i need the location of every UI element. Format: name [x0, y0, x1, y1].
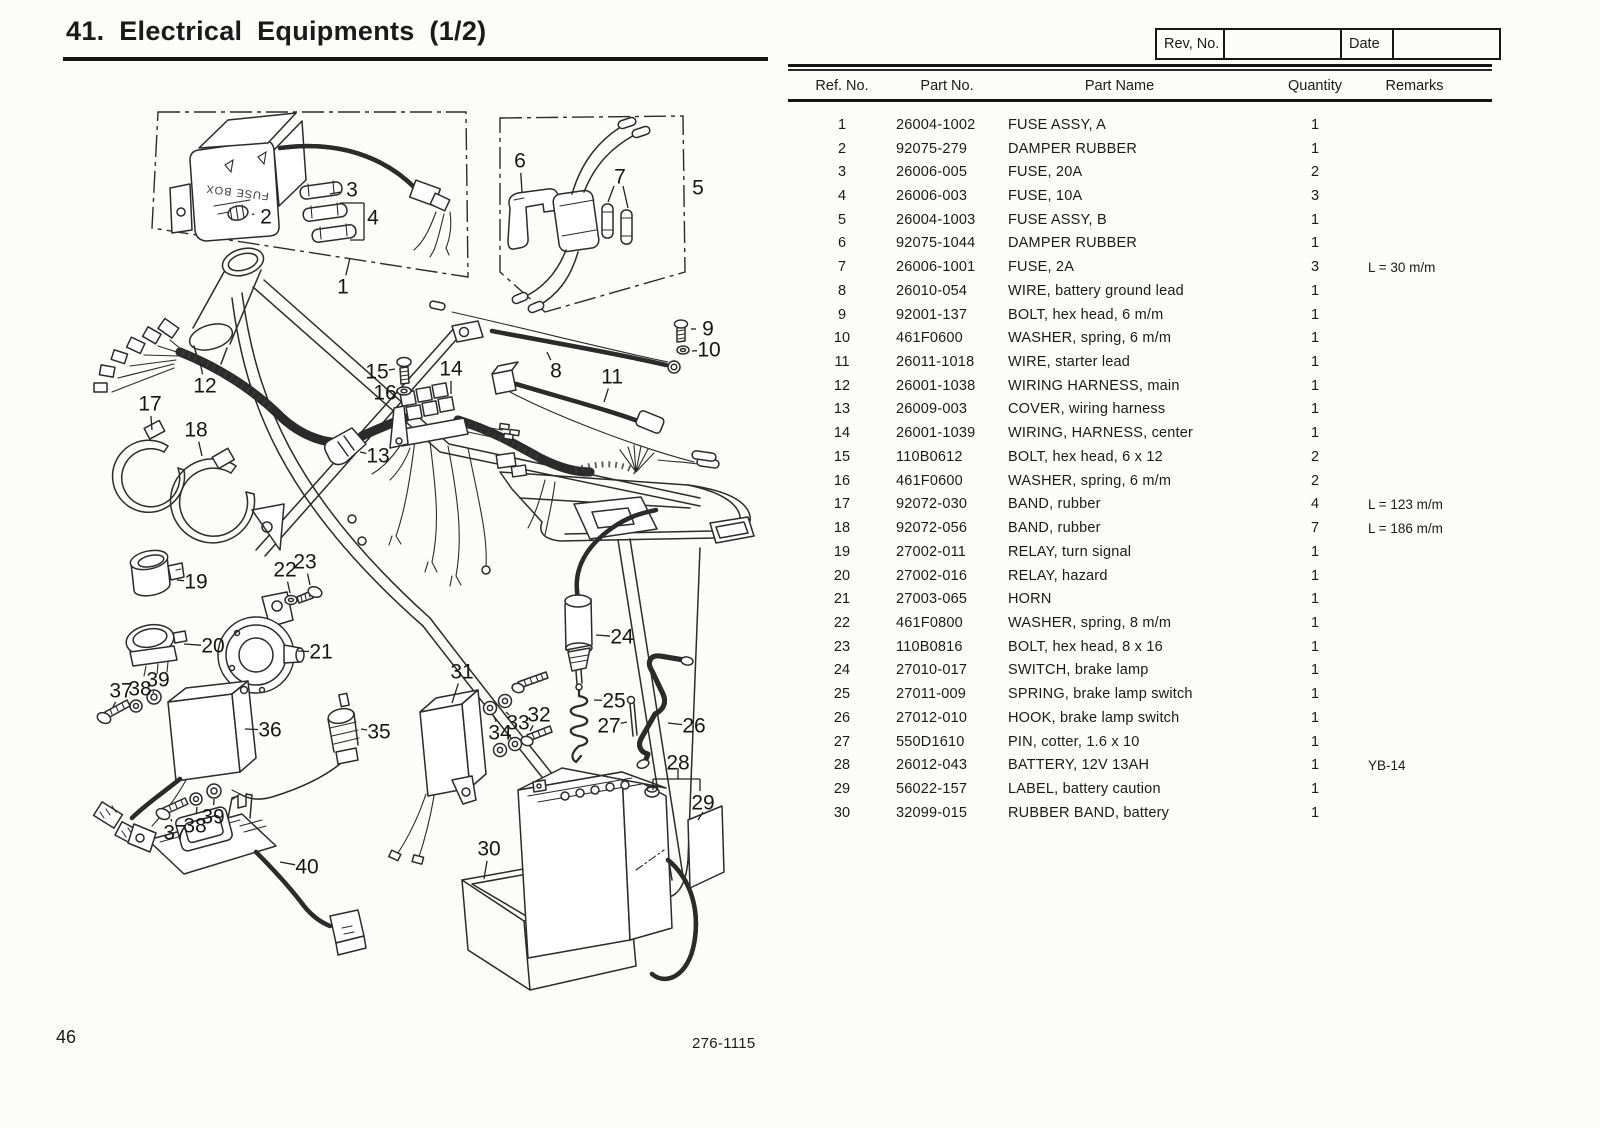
cell-pname: WASHER, spring, 6 m/m: [1008, 330, 1172, 347]
callout-leader-38: [196, 807, 197, 814]
cell-pno: 26009-003: [896, 401, 968, 418]
callout-12: 12: [193, 374, 217, 398]
cell-ref: 24: [833, 662, 851, 679]
cell-pname: RELAY, turn signal: [1008, 543, 1132, 560]
cell-ref: 27: [833, 733, 851, 750]
table-row: [790, 777, 1492, 801]
cell-qty: 1: [1310, 709, 1320, 726]
relay-drawing: [124, 547, 187, 676]
battery-drawing: [462, 768, 724, 990]
cell-pname: BOLT, hex head, 6 m/m: [1008, 306, 1164, 323]
cell-pname: PIN, cotter, 1.6 x 10: [1008, 733, 1140, 750]
cell-ref: 20: [833, 567, 851, 584]
cell-qty: 4: [1310, 496, 1320, 513]
callout-29: 29: [691, 791, 715, 815]
cell-ref: 22: [833, 614, 851, 631]
coil-bracket-drawing: [128, 784, 366, 955]
cell-ref: 1: [837, 116, 847, 133]
table-row: [790, 753, 1492, 777]
callout-7: 7: [614, 165, 626, 189]
cell-ref: 21: [833, 591, 851, 608]
cell-pname: FUSE, 10A: [1008, 188, 1083, 205]
callout-37: 37: [163, 821, 187, 845]
header-ref-no: Ref. No.: [815, 78, 869, 94]
cell-pname: DAMPER RUBBER: [1008, 235, 1138, 252]
cell-ref: 18: [833, 520, 851, 537]
cell-pname: BAND, rubber: [1008, 496, 1101, 513]
cell-ref: 26: [833, 709, 851, 726]
callout-17: 17: [138, 392, 162, 416]
callout-13: 13: [366, 444, 390, 468]
revision-box: [1155, 28, 1501, 60]
cell-ref: 29: [833, 780, 851, 797]
cell-qty: 7: [1310, 520, 1320, 537]
table-row: [790, 659, 1492, 683]
document-number: 276-1115: [692, 1035, 756, 1052]
callout-14: 14: [439, 357, 463, 381]
table-row: [790, 303, 1492, 327]
cell-pname: WASHER, spring, 8 m/m: [1008, 614, 1172, 631]
cell-pno: 27003-065: [896, 591, 968, 608]
cell-qty: 1: [1310, 116, 1320, 133]
callout-4: 4: [367, 206, 379, 230]
callout-10: 10: [697, 338, 721, 362]
cell-pno: 550D1610: [896, 733, 965, 750]
cell-pno: 26006-1001: [896, 259, 976, 276]
cell-qty: 1: [1310, 591, 1320, 608]
callout-37: 37: [109, 679, 133, 703]
cell-pno: 26001-1039: [896, 425, 976, 442]
fuse-assy-b-panel: [500, 116, 685, 314]
callout-33: 33: [506, 711, 530, 735]
cell-ref: 30: [833, 804, 851, 821]
callout-leader-35: [361, 729, 367, 730]
cell-pname: WIRE, starter lead: [1008, 354, 1131, 371]
callout-38: 38: [183, 814, 207, 838]
cell-ref: 17: [833, 496, 851, 513]
page-title: 41. Electrical Equipments (1/2): [66, 16, 487, 46]
rev-no-label: Rev, No.: [1157, 30, 1225, 58]
cell-qty: 1: [1310, 662, 1320, 679]
cell-qty: 1: [1310, 401, 1320, 418]
cell-qty: 1: [1310, 306, 1320, 323]
cell-ref: 2: [837, 140, 847, 157]
table-header-row: [790, 74, 1492, 98]
cell-qty: 1: [1310, 543, 1320, 560]
cell-pno: 27012-010: [896, 709, 968, 726]
table-row: [790, 326, 1492, 350]
fuse-box-text: FUSE BOX: [204, 182, 270, 202]
cell-ref: 7: [837, 259, 847, 276]
cell-ref: 6: [837, 235, 847, 252]
cell-pname: FUSE ASSY, A: [1008, 116, 1107, 133]
callout-9: 9: [702, 317, 714, 341]
callout-27: 27: [597, 714, 621, 738]
callout-22: 22: [273, 558, 297, 582]
cell-pname: FUSE, 2A: [1008, 259, 1075, 276]
cell-pno: 461F0600: [896, 330, 963, 347]
cell-qty: 1: [1310, 425, 1320, 442]
cell-pno: 461F0600: [896, 472, 963, 489]
callout-leader-1: [346, 258, 350, 275]
callout-leader-20: [184, 644, 201, 645]
cell-qty: 1: [1310, 638, 1320, 655]
table-row: [790, 255, 1492, 279]
cell-pname: BATTERY, 12V 13AH: [1008, 757, 1150, 774]
cell-pname: BOLT, hex head, 6 x 12: [1008, 448, 1163, 465]
callout-19: 19: [184, 570, 208, 594]
cell-ref: 16: [833, 472, 851, 489]
callout-39: 39: [146, 668, 170, 692]
table-row: [790, 374, 1492, 398]
table-row: [790, 730, 1492, 754]
callout-leader-15: [389, 369, 395, 370]
callout-8: 8: [550, 359, 562, 383]
cell-pname: RUBBER BAND, battery: [1008, 804, 1170, 821]
cell-pno: 26006-003: [896, 188, 968, 205]
cell-qty: 1: [1310, 567, 1320, 584]
table-top-rule-thin: [788, 69, 1492, 71]
callout-39: 39: [201, 805, 225, 829]
cell-pno: 92075-1044: [896, 235, 976, 252]
table-row: [790, 445, 1492, 469]
cell-qty: 1: [1310, 377, 1320, 394]
table-top-rule: [788, 64, 1492, 67]
cell-pname: SWITCH, brake lamp: [1008, 662, 1149, 679]
page-number: 46: [56, 1027, 77, 1047]
cell-ref: 15: [833, 448, 851, 465]
wiring-harness-drawing: [94, 318, 719, 586]
header-remarks: Remarks: [1385, 78, 1444, 94]
callout-34: 34: [488, 721, 512, 745]
table-row: [790, 184, 1492, 208]
cell-ref: 23: [833, 638, 851, 655]
header-part-no: Part No.: [920, 78, 974, 94]
callout-38: 38: [128, 677, 152, 701]
callout-20: 20: [201, 634, 225, 658]
table-row: [790, 564, 1492, 588]
cell-pno: 27011-009: [896, 686, 967, 703]
cell-ref: 14: [833, 425, 851, 442]
table-row: [790, 516, 1492, 540]
callout-25: 25: [602, 689, 626, 713]
cell-qty: 1: [1310, 354, 1320, 371]
callout-leader-22: [288, 582, 290, 593]
callout-2: 2: [260, 205, 272, 229]
header-part-name: Part Name: [1084, 78, 1155, 94]
callout-26: 26: [682, 714, 706, 738]
callout-32: 32: [527, 703, 551, 727]
cell-pno: 110B0612: [896, 448, 963, 465]
callout-leader-23: [308, 574, 310, 585]
cell-rem: L = 123 m/m: [1368, 496, 1443, 512]
cell-ref: 5: [837, 211, 847, 228]
table-row: [790, 469, 1492, 493]
callout-5: 5: [692, 176, 704, 200]
cell-rem: L = 30 m/m: [1368, 259, 1436, 275]
cell-rem: YB-14: [1368, 757, 1406, 773]
cell-qty: 1: [1310, 282, 1320, 299]
cell-qty: 1: [1310, 804, 1320, 821]
cell-pname: FUSE ASSY, B: [1008, 211, 1107, 228]
cell-pname: WIRE, battery ground lead: [1008, 282, 1184, 299]
cell-pno: 26012-043: [896, 757, 968, 774]
callout-35: 35: [367, 720, 391, 744]
cell-ref: 3: [837, 164, 847, 181]
cell-pno: 26011-1018: [896, 354, 975, 371]
cell-qty: 1: [1310, 757, 1320, 774]
cell-pname: WIRING HARNESS, main: [1008, 377, 1180, 394]
cell-ref: 12: [833, 377, 851, 394]
cell-qty: 3: [1310, 259, 1320, 276]
callout-leader-6: [521, 173, 522, 192]
callout-11: 11: [601, 365, 623, 389]
table-row: [790, 801, 1492, 825]
cell-ref: 28: [833, 757, 851, 774]
callout-24: 24: [610, 625, 634, 649]
cell-ref: 19: [833, 543, 851, 560]
table-row: [790, 682, 1492, 706]
table-row: [790, 706, 1492, 730]
table-row: [790, 540, 1492, 564]
cell-pname: WASHER, spring, 6 m/m: [1008, 472, 1172, 489]
callout-23: 23: [293, 550, 317, 574]
date-label: Date: [1342, 30, 1394, 58]
cell-pname: HORN: [1008, 591, 1052, 608]
table-body: [790, 113, 1492, 825]
table-row: [790, 113, 1492, 137]
table-row: [790, 611, 1492, 635]
cell-ref: 10: [833, 330, 851, 347]
cell-qty: 1: [1310, 733, 1320, 750]
cell-pname: DAMPER RUBBER: [1008, 140, 1138, 157]
cell-pno: 26010-054: [896, 282, 968, 299]
cell-qty: 2: [1310, 448, 1320, 465]
fuse-assy-a-panel: [152, 112, 468, 277]
callout-28: 28: [666, 751, 690, 775]
cell-qty: 1: [1310, 140, 1320, 157]
cell-pno: 26004-1002: [896, 116, 976, 133]
cell-pname: LABEL, battery caution: [1008, 780, 1161, 797]
callout-30: 30: [477, 837, 501, 861]
cell-pname: COVER, wiring harness: [1008, 401, 1166, 418]
callout-16: 16: [373, 381, 397, 405]
table-row: [790, 279, 1492, 303]
table-row: [790, 421, 1492, 445]
cell-pname: RELAY, hazard: [1008, 567, 1108, 584]
title-underline: [63, 57, 768, 61]
cell-pno: 92075-279: [896, 140, 968, 157]
cell-pname: FUSE, 20A: [1008, 164, 1083, 181]
cell-ref: 4: [837, 188, 847, 205]
cell-qty: 3: [1310, 188, 1320, 205]
cell-qty: 2: [1310, 472, 1320, 489]
callout-leader-19: [177, 580, 184, 581]
cell-ref: 9: [837, 306, 847, 323]
callout-1: 1: [337, 275, 349, 299]
table-row: [790, 493, 1492, 517]
callout-leader-24: [596, 635, 610, 636]
cell-qty: 1: [1310, 780, 1320, 797]
cell-pno: 27002-016: [896, 567, 968, 584]
cell-rem: L = 186 m/m: [1368, 520, 1443, 536]
callout-leader-40: [280, 862, 295, 865]
cell-pname: SPRING, brake lamp switch: [1008, 686, 1193, 703]
cell-qty: 2: [1310, 164, 1320, 181]
cell-pname: HOOK, brake lamp switch: [1008, 709, 1180, 726]
cell-pno: 92072-056: [896, 520, 968, 537]
cell-ref: 13: [833, 401, 851, 418]
table-row: [790, 137, 1492, 161]
callout-leader-18: [199, 442, 202, 456]
callout-31: 31: [450, 660, 474, 684]
cell-ref: 11: [834, 354, 850, 371]
callout-15: 15: [365, 360, 389, 384]
table-row: [790, 232, 1492, 256]
cell-pname: WIRING, HARNESS, center: [1008, 425, 1194, 442]
cell-pno: 92072-030: [896, 496, 968, 513]
callout-3: 3: [346, 178, 358, 202]
cell-pno: 110B0816: [896, 638, 963, 655]
cell-pno: 56022-157: [896, 780, 968, 797]
cell-pno: 32099-015: [896, 804, 968, 821]
horn-drawing: [218, 585, 323, 693]
header-underline: [788, 99, 1492, 102]
header-quantity: Quantity: [1288, 78, 1342, 94]
cell-pno: 26006-005: [896, 164, 968, 181]
date-value: [1394, 30, 1499, 58]
cell-qty: 1: [1310, 330, 1320, 347]
table-row: [790, 160, 1492, 184]
table-row: [790, 208, 1492, 232]
callout-36: 36: [258, 718, 282, 742]
callout-18: 18: [184, 418, 208, 442]
cell-pno: 461F0800: [896, 614, 963, 631]
table-row: [790, 587, 1492, 611]
cell-pno: 27010-017: [896, 662, 968, 679]
cell-pno: 27002-011: [896, 543, 967, 560]
table-row: [790, 350, 1492, 374]
cell-pno: 26001-1038: [896, 377, 976, 394]
cell-ref: 8: [837, 282, 847, 299]
cell-pno: 92001-137: [896, 306, 968, 323]
cell-qty: 1: [1310, 235, 1320, 252]
cell-pname: BAND, rubber: [1008, 520, 1101, 537]
cell-qty: 1: [1310, 686, 1320, 703]
callout-leader-26: [668, 723, 682, 725]
callout-leader-11: [604, 388, 608, 402]
cell-qty: 1: [1310, 211, 1320, 228]
cell-qty: 1: [1310, 614, 1320, 631]
cell-ref: 25: [833, 686, 851, 703]
callout-leader-27: [621, 722, 627, 723]
callout-6: 6: [514, 149, 526, 173]
callout-21: 21: [309, 640, 333, 664]
table-row: [790, 398, 1492, 422]
table-row: [790, 635, 1492, 659]
callout-leader-36: [245, 729, 258, 730]
cell-pno: 26004-1003: [896, 211, 976, 228]
rev-no-value: [1225, 30, 1342, 58]
cell-pname: BOLT, hex head, 8 x 16: [1008, 638, 1163, 655]
callout-40: 40: [295, 855, 319, 879]
